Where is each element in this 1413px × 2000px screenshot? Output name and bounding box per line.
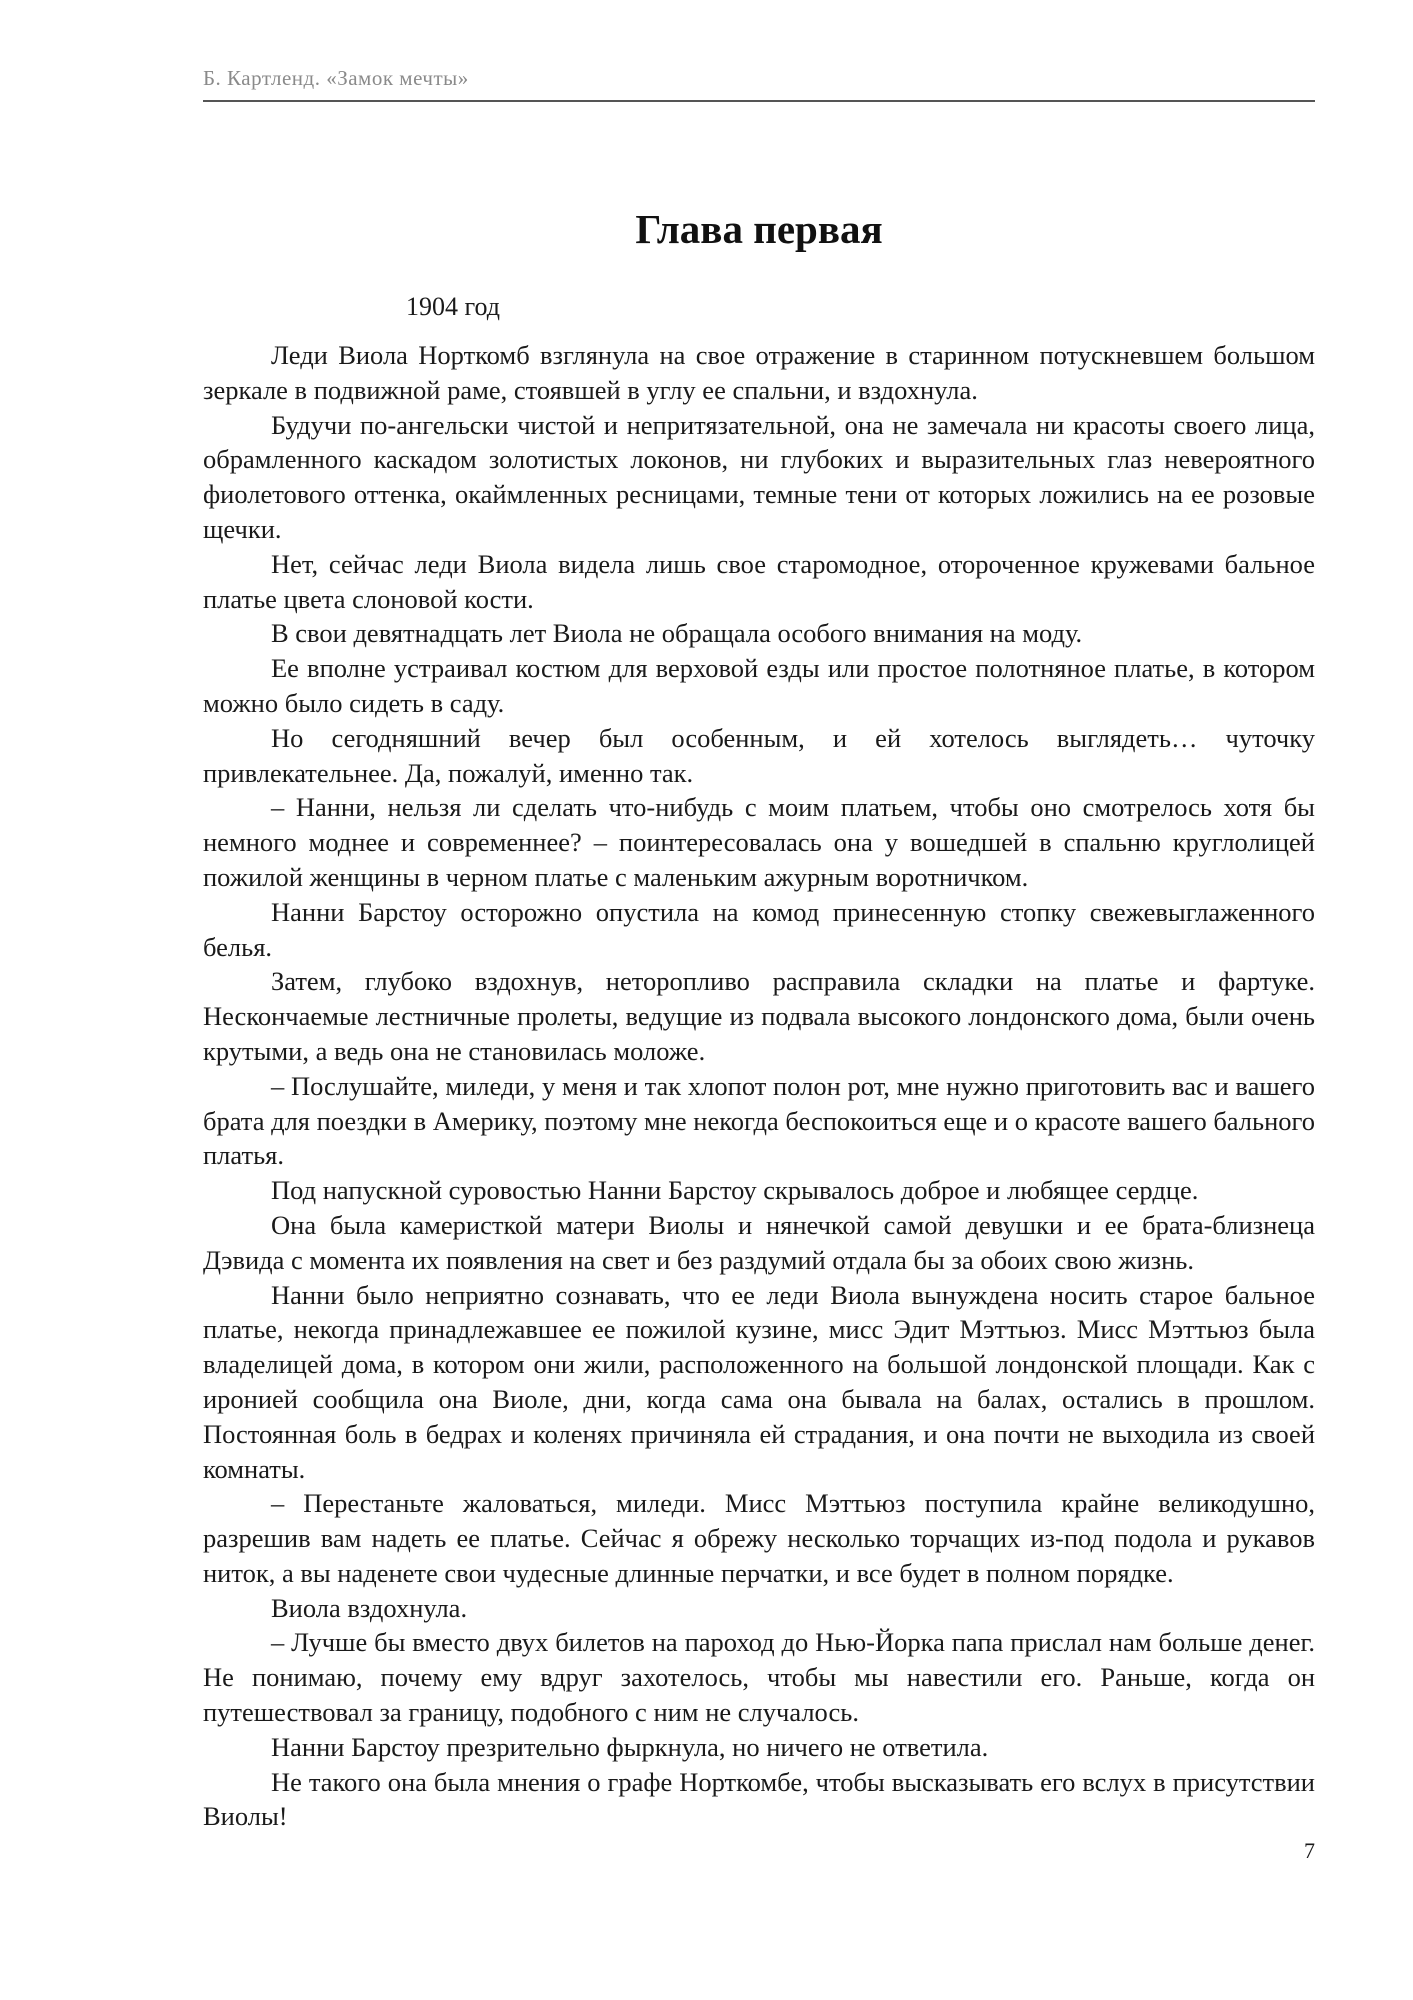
paragraph: – Послушайте, миледи, у меня и так хлопот полон рот, мне нужно приготовить вас и вашего брата для поездки в Америку, поэтому мне некогда беспокоиться еще и о красоте вашего бального платья.	[203, 1070, 1315, 1171]
paragraph: Леди Виола Норткомб взглянула на свое отражение в старинном потускневшем большом зеркале в подвижной раме, стоявшей в углу ее спальни, и вздохнула.	[203, 340, 1315, 405]
paragraph: Ее вполне устраивал костюм для верховой езды или простое полотняное платье, в котором можно было сидеть в саду.	[203, 653, 1315, 718]
header-rule	[203, 100, 1315, 102]
paragraph: Нанни было неприятно сознавать, что ее леди Виола вынуждена носить старое бальное платье, некогда принадлежавшее ее пожилой кузине, мисс Эдит Мэттьюз. Мисс Мэттьюз была владелицей дома, в котором они жили, расположенного на большой лондонской площади. Как с иронией сообщила она Виоле, дни, когда сама она бывала на балах, остались в прошлом. Постоянная боль в бедрах и коленях причиняла ей страдания, и она почти не выходила из своей комнаты.	[203, 1279, 1315, 1484]
paragraph: Она была камеристкой матери Виолы и нянечкой самой девушки и ее брата-близнеца Дэвида с момента их появления на свет и без раздумий отдала бы за обоих свою жизнь.	[203, 1209, 1315, 1275]
chapter-title: Глава первая	[635, 206, 883, 252]
paragraph: Не такого она была мнения о графе Норткомбе, чтобы высказывать его вслух в присутствии Виолы!	[203, 1766, 1315, 1832]
paragraph: Будучи по-ангельски чистой и непритязательной, она не замечала ни красоты своего лица, обрамленного каскадом золотистых локонов, ни глубоких и выразительных глаз невероятного фиолетового оттенка, окаймленных ресницами, темные тени от которых ложились на ее розовые щечки.	[203, 409, 1315, 544]
body-text	[203, 338, 1315, 1834]
paragraph: В свои девятнадцать лет Виола не обращала особого внимания на моду.	[271, 618, 1083, 649]
paragraph: Нет, сейчас леди Виола видела лишь свое старомодное, отороченное кружевами бальное платье цвета слоновой кости.	[203, 548, 1315, 614]
page-number: 7	[1304, 1838, 1315, 1863]
paragraph: Под напускной суровостью Нанни Барстоу скрывалось доброе и любящее сердце.	[271, 1175, 1199, 1206]
paragraph: – Нанни, нельзя ли сделать что-нибудь с моим платьем, чтобы оно смотрелось хотя бы немного моднее и современнее? – поинтересовалась она у вошедшей в спальню круглолицей пожилой женщины в черном платье с маленьким ажурным воротничком.	[203, 792, 1315, 892]
paragraph: Затем, глубоко вздохнув, неторопливо расправила складки на платье и фартуке. Нескончаемые лестничные пролеты, ведущие из подвала высокого лондонского дома, были очень крутыми, а ведь она не становилась моложе.	[203, 966, 1315, 1066]
running-header: Б. Картленд. «Замок мечты»	[203, 66, 469, 90]
paragraph: Нанни Барстоу презрительно фыркнула, но ничего не ответила.	[271, 1731, 989, 1762]
chapter-year: 1904 год	[406, 292, 500, 321]
paragraph: Виола вздохнула.	[271, 1592, 468, 1623]
paragraph: – Перестаньте жаловаться, миледи. Мисс Мэттьюз поступила крайне великодушно, разрешив вам надеть ее платье. Сейчас я обрежу несколько торчащих из-под подола и рукавов ниток, а вы наденете свои чудесные длинные перчатки, и все будет в полном порядке.	[203, 1488, 1315, 1588]
paragraph: – Лучше бы вместо двух билетов на пароход до Нью-Йорка папа прислал нам больше денег. Не понимаю, почему ему вдруг захотелось, чтобы мы навестили его. Раньше, когда он путешествовал за границу, подобного с ним не случалось.	[203, 1627, 1315, 1728]
paragraph: Но сегодняшний вечер был особенным, и ей хотелось выглядеть… чуточку привлекательнее. Да, пожалуй, именно так.	[203, 722, 1315, 788]
paragraph: Нанни Барстоу осторожно опустила на комод принесенную стопку свежевыглаженного белья.	[203, 896, 1315, 962]
